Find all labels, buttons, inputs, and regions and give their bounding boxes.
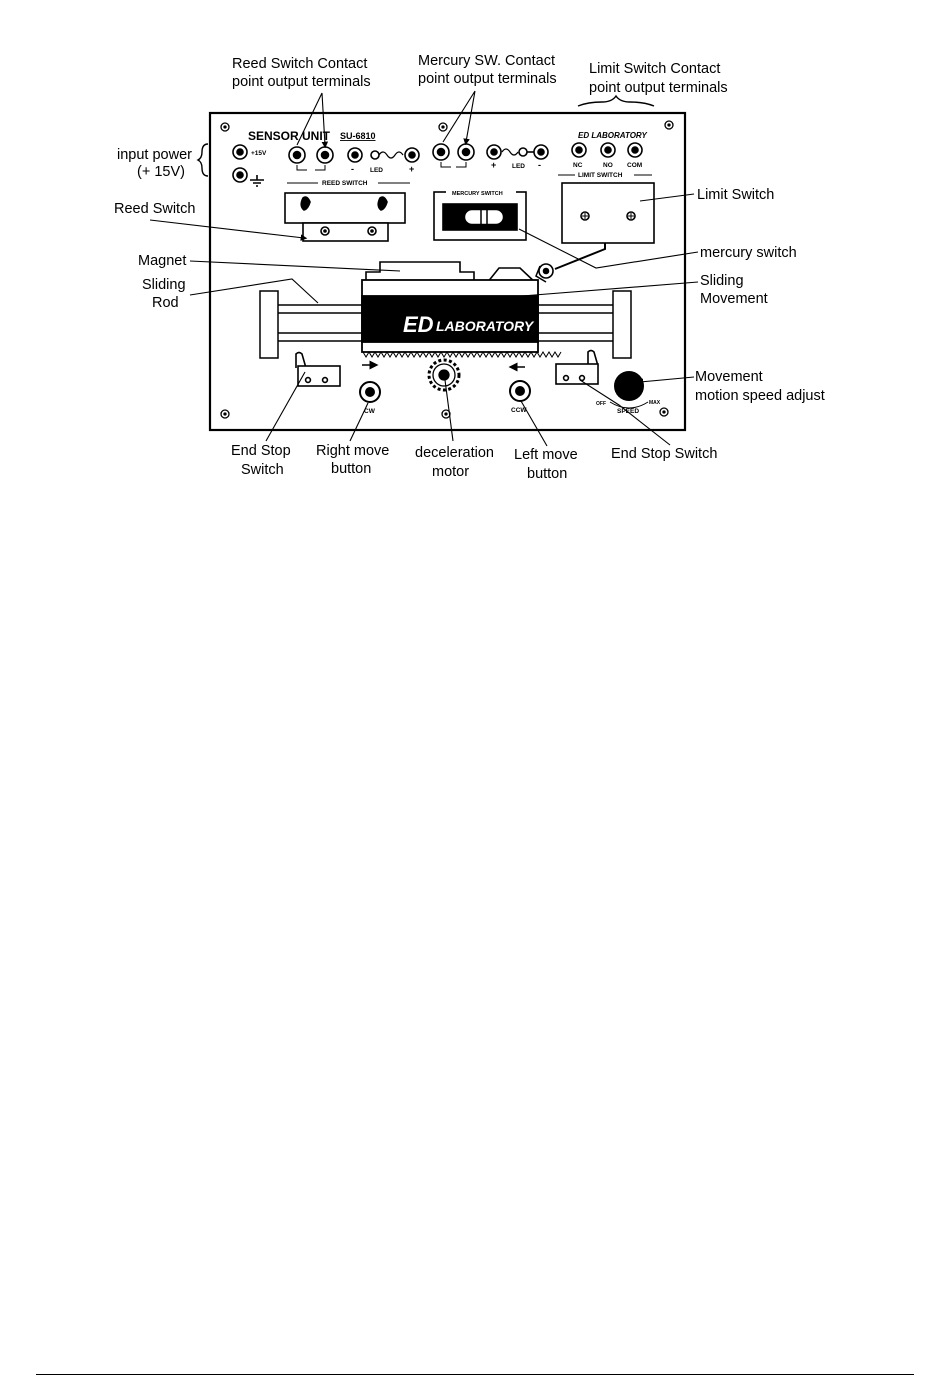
limit-section-label: LIMIT SWITCH	[578, 172, 623, 179]
panel-brand-small: ED LABORATORY	[578, 131, 647, 140]
input-power-label-1: input power	[117, 147, 192, 163]
right-move-label-1: Right move	[316, 443, 390, 459]
decel-motor-label-1: deceleration	[415, 445, 494, 461]
end-stop-left-label-1: End Stop	[231, 443, 291, 459]
limit-contacts-label-1: Limit Switch Contact	[589, 61, 721, 77]
mercury-switch-body	[434, 192, 526, 240]
sliding-movement-label-1: Sliding	[700, 273, 744, 289]
limit-no: NO	[603, 162, 613, 169]
mercury-contacts-label-1: Mercury SW. Contact	[418, 53, 555, 69]
carriage-brand-prefix: ED	[403, 312, 434, 337]
speed-off: OFF	[596, 401, 606, 407]
reed-contacts-label-2: point output terminals	[232, 74, 371, 90]
cw-label: CW	[364, 408, 375, 415]
movement-label-2: motion speed adjust	[695, 388, 825, 404]
panel-title: SENSOR UNIT	[248, 129, 331, 143]
left-move-label-1: Left move	[514, 447, 578, 463]
limit-contacts-label-2: point output terminals	[589, 80, 728, 96]
mercury-section-label: MERCURY SWITCH	[452, 191, 503, 197]
movement-label-1: Movement	[695, 369, 763, 385]
decel-motor-label-2: motor	[432, 464, 470, 480]
mercury-led: LED	[512, 163, 525, 170]
sliding-rod-label-2: Rod	[152, 295, 179, 311]
end-stop-left-label-2: Switch	[241, 462, 284, 478]
speed-max: MAX	[649, 400, 661, 406]
reed-switch-body	[285, 193, 405, 241]
magnet-label: Magnet	[138, 253, 187, 269]
mercury-minus: -	[538, 160, 541, 170]
limit-com: COM	[627, 162, 643, 169]
end-stop-right-label: End Stop Switch	[611, 446, 718, 462]
reed-minus: -	[351, 164, 354, 174]
sliding-rod-label-1: Sliding	[142, 277, 186, 293]
reed-plus: +	[409, 164, 415, 174]
reed-contacts-label-1: Reed Switch Contact	[232, 56, 368, 72]
limit-switch-label: Limit Switch	[697, 187, 775, 203]
gear-icon	[429, 360, 459, 390]
sensor-unit-panel	[210, 113, 685, 430]
reed-led: LED	[370, 167, 383, 174]
sliding-movement-label-2: Movement	[700, 291, 768, 307]
left-move-label-2: button	[527, 466, 568, 482]
power-label: +15V	[251, 150, 267, 157]
ccw-label: CCW	[511, 407, 527, 414]
carriage-brand: LABORATORY	[436, 318, 534, 334]
magnet	[366, 262, 474, 280]
mercury-contacts-label-2: point output terminals	[418, 71, 557, 87]
panel-model: SU-6810	[340, 131, 376, 141]
reed-section-label: REED SWITCH	[322, 180, 368, 187]
reed-switch-label: Reed Switch	[114, 201, 196, 217]
sensor-unit-diagram	[0, 0, 950, 520]
speed-label: SPEED	[617, 408, 640, 415]
right-move-label-2: button	[331, 461, 372, 477]
mercury-switch-label: mercury switch	[700, 245, 797, 261]
footer-rule	[36, 1374, 914, 1375]
mercury-plus: +	[491, 160, 497, 170]
input-power-label-2: (+ 15V)	[137, 164, 185, 180]
limit-nc: NC	[573, 162, 583, 169]
